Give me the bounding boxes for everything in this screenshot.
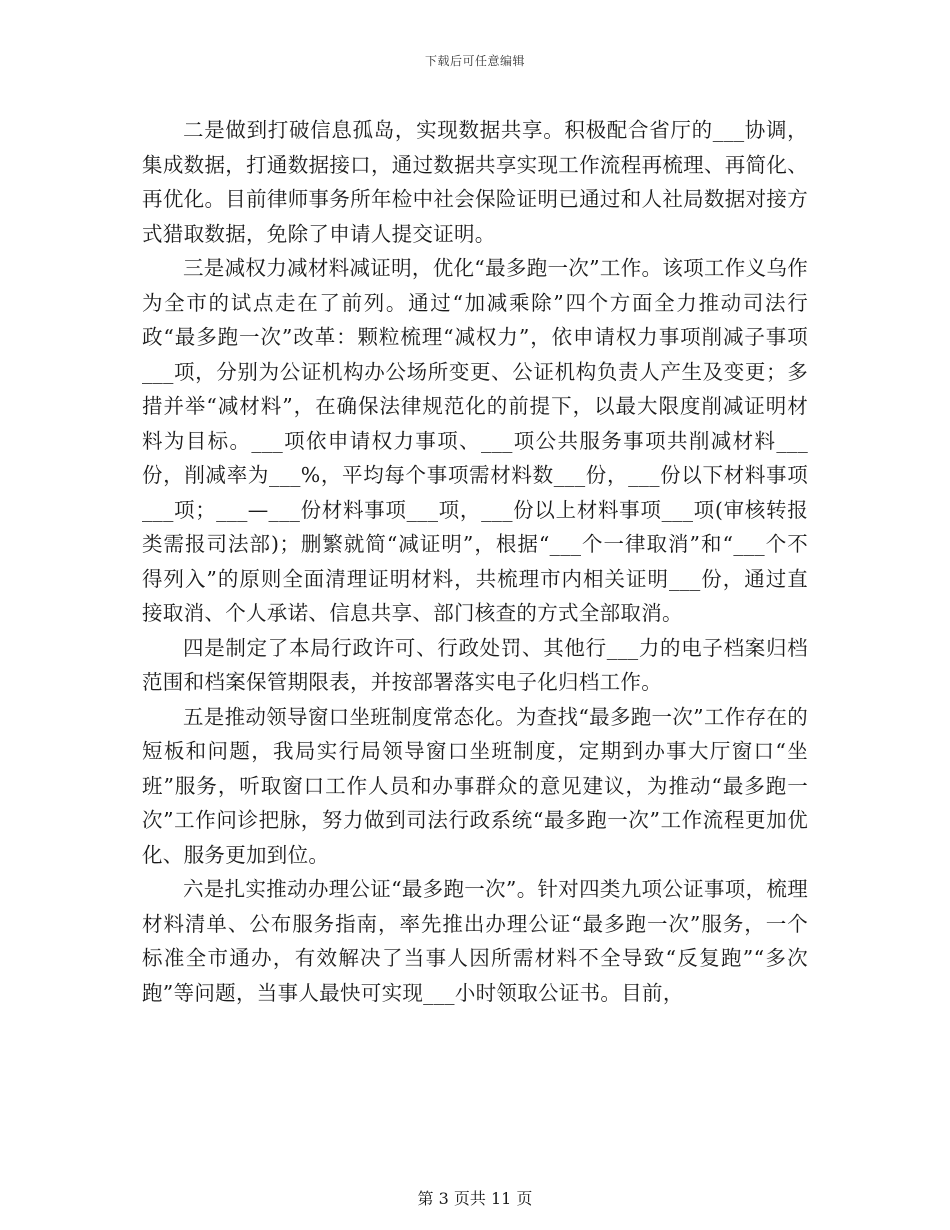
paragraph-data-sharing: 二是做到打破信息孤岛，实现数据共享。积极配合省厅的___协调，集成数据，打通数据接口，通过数据共享实现工作流程再梳理、再简化、再优化。目前律师事务所年检中社会保险证明已通过和人社局数据对接方式猎取数据，免除了申请人提交证明。 bbox=[142, 118, 808, 246]
paragraph-reduce-materials: 三是减权力减材料减证明，优化“最多跑一次”工作。该项工作义乌作为全市的试点走在了前列。通过“加减乘除”四个方面全力推动司法行政“最多跑一次”改革：颗粒梳理“减权力”，依申请权力事项削减子事项___项，分别为公证机构办公场所变更、公证机构负责人产生及变更；多措并举“减材料”，在确保法律规范化的前提下，以最大限度削减证明材料为目标。___项依申请权力事项、___项公共服务事项共削减材料___份，削减率为___%，平均每个事项需材料数___份，___份以下材料事项___项；___—___份材料事项___项，___份以上材料事项___项(审核转报类需报司法部)；删繁就简“减证明”，根据“___个一律取消”和“___个不得列入”的原则全面清理证明材料，共梳理市内相关证明___份，通过直接取消、个人承诺、信息共享、部门核查的方式全部取消。 bbox=[142, 256, 808, 625]
paragraph-leader-window-duty: 五是推动领导窗口坐班制度常态化。为查找“最多跑一次”工作存在的短板和问题，我局实行局领导窗口坐班制度，定期到办事大厅窗口“坐班”服务，听取窗口工作人员和办事群众的意见建议，为推动“最多跑一次”工作问诊把脉，努力做到司法行政系统“最多跑一次”工作流程更加优化、服务更加到位。 bbox=[142, 704, 808, 867]
document-body bbox=[142, 113, 808, 1010]
page-number: 第 3 页共 11 页 bbox=[417, 1189, 533, 1208]
paragraph-electronic-archive: 四是制定了本局行政许可、行政处罚、其他行___力的电子档案归档范围和档案保管期限表，并按部署落实电子化归档工作。 bbox=[142, 635, 808, 694]
page-header: 下载后可任意编辑 bbox=[424, 54, 525, 68]
paragraph-notary-service: 六是扎实推动办理公证“最多跑一次”。针对四类九项公证事项，梳理材料清单、公布服务指南，率先推出办理公证“最多跑一次”服务，一个标准全市通办，有效解决了当事人因所需材料不全导致“反复跑”“多次跑”等问题，当事人最快可实现___小时领取公证书。目前， bbox=[142, 877, 808, 1005]
